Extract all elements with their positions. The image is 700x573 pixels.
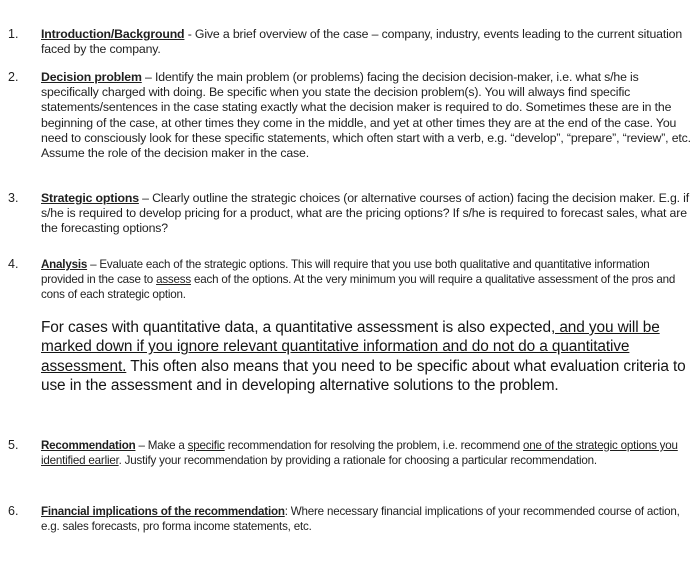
item-number: 4. [8, 257, 19, 271]
item-body-middle: recommendation for resolving the problem, i.e. recommend [224, 439, 524, 452]
specific-underlined: specific [187, 439, 225, 452]
item-text [41, 191, 694, 237]
item-body: – Evaluate each of the strategic options. This will require that you use both qualitative and quantitative information provided in the case to [41, 258, 650, 287]
item-body-end: . Justify your recommendation by providing a rationale for choosing a particular recommendation. [118, 454, 597, 468]
item-text [41, 438, 694, 468]
item-text [41, 70, 694, 161]
assess-underlined: assess [156, 273, 191, 287]
note-text: For cases with quantitative data, a quantitative assessment is also expected [41, 319, 551, 336]
item-heading: Financial implications of the recommendation [41, 505, 285, 518]
item-body: : Where necessary financial implications of your recommended course of action, e.g. sales forecasts, pro forma income statements, etc. [41, 505, 680, 534]
item-number: 5. [8, 438, 19, 452]
item-number: 1. [8, 27, 19, 41]
item-text [41, 504, 694, 534]
item-heading: Strategic options [41, 191, 139, 205]
item-text [41, 257, 694, 303]
item-number: 2. [8, 70, 19, 84]
item-heading: Introduction/Background [41, 27, 185, 41]
item-body: – Clearly outline the strategic choices (or alternative courses of action) facing the decision maker. E.g. if s/he is required to develop pricing for a product, what are the pricing options? If s/he is required to forecast sales, what are the forecasting options? [41, 191, 690, 236]
one-of-options-underlined: one of the strategic options you identified earlier [41, 439, 678, 468]
item-number: 6. [8, 504, 19, 518]
item-body: – Identify the main problem (or problems) facing the decision decision-maker, i.e. what s/he is specifically charged with doing. Be specific when you state the decision problem(s). You will always find specific statements/sentences in the case stating exactly what the decision maker is required to do. Sometimes these are in the beginning of the case, at other times they come in the middle, and yet at other times they are at the end of the case. You need to consciously look for these specific statements, which often start with a verb, e.g. “develop”, “prepare”, “review”, etc. Assume the role of the decision maker in the case. [41, 70, 691, 161]
note-text-continued: This often also means that you need to be specific about what evaluation criteria to use in the assessment and in developing alternative solutions to the problem. [41, 357, 686, 395]
item-body: – Make a [135, 439, 188, 452]
item-body-continued: each of the options. At the very minimum you will require a qualitative assessment of the pros and cons of each strategic option. [41, 273, 676, 302]
item-heading: Recommendation [41, 439, 136, 452]
item-text [41, 27, 694, 57]
quantitative-note [41, 318, 692, 396]
item-number: 3. [8, 191, 19, 205]
item-heading: Analysis [41, 258, 88, 271]
item-body: - Give a brief overview of the case – company, industry, events leading to the current situation faced by the company. [41, 27, 683, 57]
item-heading: Decision problem [41, 70, 142, 84]
note-underlined: , and you will be marked down if you ignore relevant quantitative information and do not do a quantitative assessment. [41, 319, 660, 375]
